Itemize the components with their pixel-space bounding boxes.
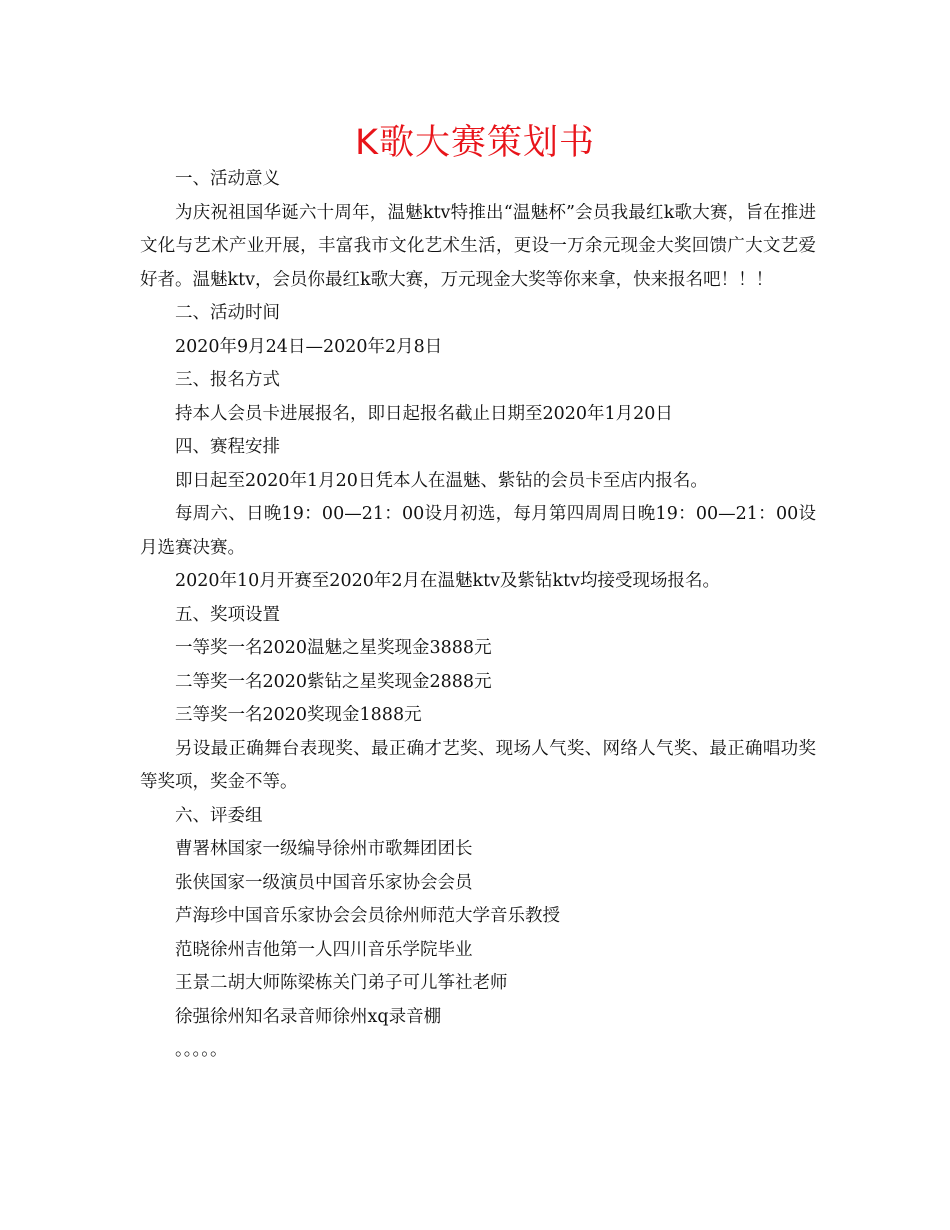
- award-second: 二等奖一名2020紫钻之星奖现金2888元: [175, 671, 492, 692]
- section-heading-schedule: 四、赛程安排: [175, 437, 280, 457]
- section-heading-judges: 六、评委组: [175, 805, 263, 826]
- section-heading-awards: 五、奖项设置: [175, 604, 280, 625]
- paragraph-time: 2020年9月24日—2020年2月8日: [175, 336, 443, 357]
- section-heading-significance: 一、活动意义: [175, 169, 280, 189]
- section-heading-registration: 三、报名方式: [175, 370, 280, 390]
- award-special: 另设最正确舞台表现奖、最正确才艺奖、现场人气奖、网络人气奖、最正确唱功奖等奖项，奖金不等。: [140, 738, 816, 792]
- judge-item: 王景二胡大师陈梁栋关门弟子可儿筝社老师: [175, 973, 508, 993]
- section-heading-time: 二、活动时间: [175, 303, 280, 323]
- judge-item: 曹署林国家一级编导徐州市歌舞团团长: [175, 839, 473, 859]
- award-first: 一等奖一名2020温魅之星奖现金3888元: [175, 638, 492, 658]
- award-third: 三等奖一名2020奖现金1888元: [175, 705, 422, 725]
- paragraph-registration: 持本人会员卡进展报名，即日起报名截止日期至2020年1月20日: [175, 403, 673, 424]
- paragraph-schedule-3: 2020年10月开赛至2020年2月在温魅ktv及紫钻ktv均接受现场报名。: [175, 571, 721, 591]
- ellipsis-line: 。。。。。: [175, 1040, 228, 1060]
- judge-item: 徐强徐州知名录音师徐州xq录音棚: [175, 1006, 442, 1027]
- document-body: [140, 163, 816, 1068]
- judge-item: 芦海珍中国音乐家协会会员徐州师范大学音乐教授: [175, 906, 560, 926]
- judge-item: 张侠国家一级演员中国音乐家协会会员: [175, 872, 473, 893]
- paragraph-significance: 为庆祝祖国华诞六十周年，温魅ktv特推出“温魅杯”会员我最红k歌大赛，旨在推进文化与艺术产业开展，丰富我市文化艺术生活，更设一万余元现金大奖回馈广大文艺爱好者。温魅ktv，会员你最红k歌大赛，万元现金大奖等你来拿，快来报名吧！！！: [140, 202, 816, 290]
- paragraph-schedule-2: 每周六、日晚19：00—21：00设月初选，每月第四周周日晚19：00—21：00设月选赛决赛。: [140, 504, 816, 558]
- judge-item: 范晓徐州吉他第一人四川音乐学院毕业: [175, 939, 473, 960]
- document-title: K歌大赛策划书: [355, 123, 595, 163]
- paragraph-schedule-1: 即日起至2020年1月20日凭本人在温魅、紫钻的会员卡至店内报名。: [175, 470, 708, 491]
